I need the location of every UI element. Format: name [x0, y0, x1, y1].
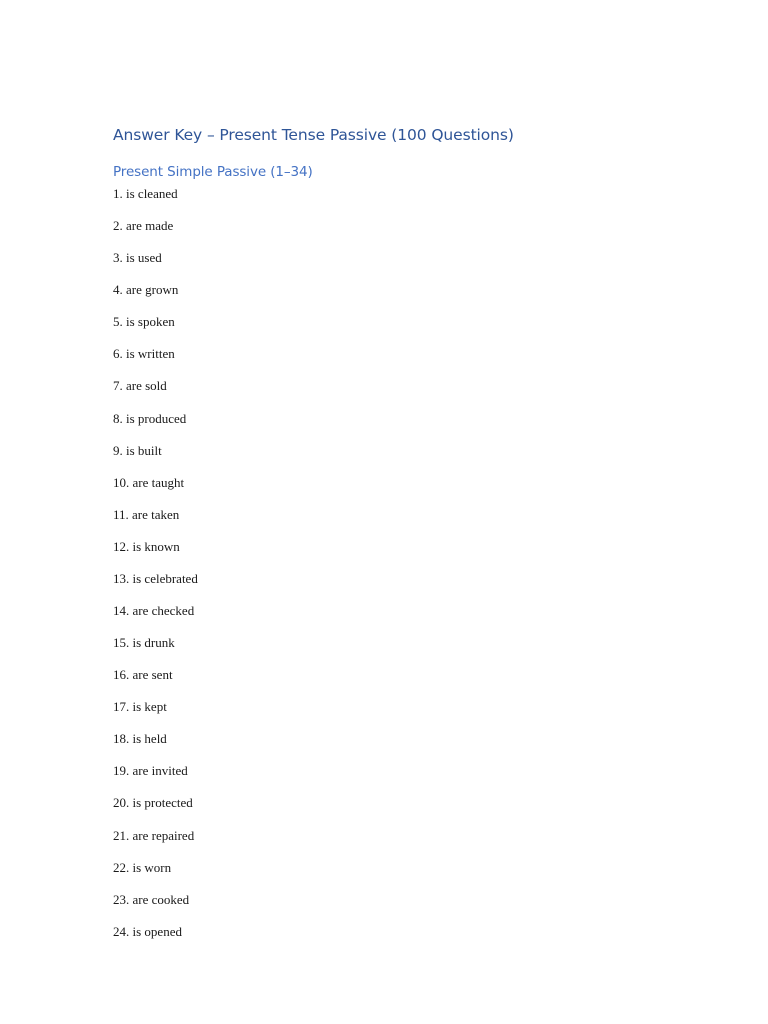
- answer-list: [113, 184, 198, 954]
- answer-item: 6. is written: [113, 346, 175, 362]
- answer-item: 14. are checked: [113, 603, 195, 619]
- answer-item: 5. is spoken: [113, 314, 175, 330]
- answer-item: 19. are invited: [113, 763, 188, 779]
- answer-item: 8. is produced: [113, 410, 187, 426]
- answer-item: 10. are taught: [113, 474, 185, 490]
- answer-item: 20. is protected: [113, 795, 193, 811]
- answer-item: 16. are sent: [113, 667, 173, 683]
- answer-item: 7. are sold: [113, 378, 167, 394]
- answer-item: 17. is kept: [113, 699, 167, 715]
- answer-item: 22. is worn: [113, 859, 172, 875]
- answer-item: 1. is cleaned: [113, 186, 178, 201]
- answer-item: 11. are taken: [113, 506, 180, 522]
- answer-item: 23. are cooked: [113, 891, 190, 907]
- answer-item: 21. are repaired: [113, 827, 195, 843]
- answer-item: 15. is drunk: [113, 635, 175, 651]
- document-title: Answer Key – Present Tense Passive (100 Questions): [113, 126, 514, 144]
- answer-item: 13. is celebrated: [113, 570, 198, 586]
- answer-item: 18. is held: [113, 731, 167, 747]
- answer-item: 24. is opened: [113, 923, 182, 939]
- answer-item: 2. are made: [113, 218, 174, 234]
- answer-item: 12. is known: [113, 538, 180, 554]
- answer-item: 9. is built: [113, 442, 162, 458]
- answer-item: 3. is used: [113, 250, 162, 266]
- section-heading: Present Simple Passive (1–34): [113, 164, 313, 180]
- answer-item: 4. are grown: [113, 282, 179, 298]
